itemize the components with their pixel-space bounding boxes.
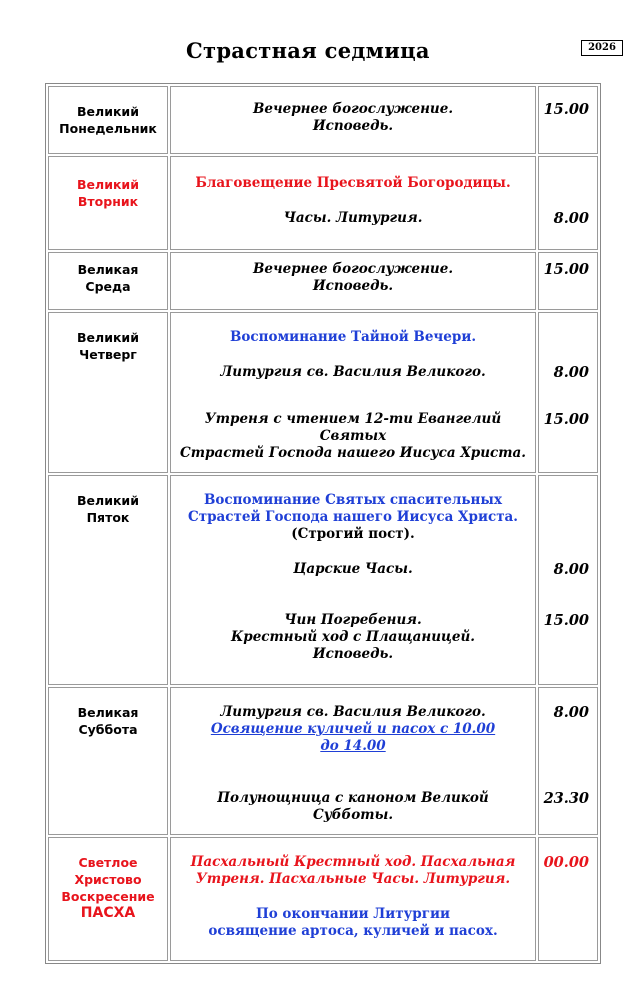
service-line: Вечернее богослужение.: [252, 101, 454, 117]
service-cell: [170, 475, 536, 685]
service-line: Часы. Литургия.: [283, 210, 423, 226]
time-cell: [538, 252, 598, 310]
time-cell: [538, 687, 598, 835]
service-cell: [170, 837, 536, 961]
service-time: 8.00: [553, 704, 589, 721]
service-line: Исповедь.: [312, 118, 394, 134]
service-line: Исповедь.: [312, 646, 394, 662]
day-line: Великий: [77, 177, 139, 192]
time-cell: [538, 312, 598, 473]
day-line: Светлое: [78, 855, 138, 870]
service-line: Вечернее богослужение.: [252, 261, 454, 277]
day-line: Четверг: [79, 347, 137, 362]
schedule-table: [45, 83, 601, 964]
day-line: Понедельник: [59, 121, 157, 136]
day-cell: [48, 312, 168, 473]
day-cell: [48, 687, 168, 835]
service-line: Исповедь.: [312, 278, 394, 294]
time-cell: [538, 86, 598, 154]
day-line: Воскресение: [61, 889, 155, 904]
footer-note: освящение артоса, куличей и пасох.: [208, 923, 498, 939]
feast-title: Страстей Господа нашего Иисуса Христа.: [187, 509, 519, 525]
day-line: Христово: [74, 872, 142, 887]
service-cell: [170, 687, 536, 835]
day-cell: [48, 252, 168, 310]
service-line: Литургия св. Василия Великого.: [220, 704, 486, 720]
service-line: Царские Часы.: [293, 561, 413, 577]
service-time: 8.00: [553, 210, 589, 227]
service-line: Полунощница с каноном Великой Субботы.: [217, 790, 489, 823]
service-line: Страстей Господа нашего Иисуса Христа.: [180, 445, 526, 461]
service-line: Пасхальный Крестный ход. Пасхальная: [190, 854, 516, 870]
feast-title: Воспоминание Святых спасительных: [204, 492, 502, 508]
service-time: 15.00: [543, 261, 589, 278]
time-cell: [538, 837, 598, 961]
table-row: [48, 475, 598, 685]
day-line: Среда: [85, 279, 131, 294]
service-line: Утреня с чтением 12-ти Евангелий Святых: [204, 411, 502, 444]
day-line: Вторник: [77, 194, 139, 209]
service-cell: [170, 312, 536, 473]
table-row: [48, 312, 598, 473]
service-cell: [170, 252, 536, 310]
table-row: [48, 156, 598, 250]
service-time: 15.00: [543, 411, 589, 428]
blessing-link[interactable]: Освящение куличей и пасох с 10.00: [210, 721, 496, 737]
service-time: 00.00: [543, 854, 589, 871]
fast-note: (Строгий пост).: [291, 526, 415, 542]
day-line: Суббота: [78, 722, 138, 737]
table-row: [48, 86, 598, 154]
table-row: [48, 837, 598, 961]
time-cell: [538, 156, 598, 250]
time-cell: [538, 475, 598, 685]
footer-note: По окончании Литургии: [255, 906, 451, 922]
service-time: 8.00: [553, 364, 589, 381]
day-line: Великий: [77, 330, 139, 345]
service-time: 15.00: [543, 612, 589, 629]
service-time: 23.30: [543, 790, 589, 807]
service-cell: [170, 86, 536, 154]
day-line: Великая: [77, 262, 139, 277]
day-line: Великая: [77, 705, 139, 720]
blessing-link[interactable]: до 14.00: [320, 738, 386, 754]
service-cell: [170, 156, 536, 250]
day-cell: [48, 837, 168, 961]
service-time: 8.00: [553, 561, 589, 578]
service-line: Чин Погребения.: [284, 612, 422, 628]
table-row: [48, 687, 598, 835]
service-line: Литургия св. Василия Великого.: [220, 364, 486, 380]
day-line: ПАСХА: [80, 905, 136, 921]
year-label: 2026: [581, 40, 623, 56]
service-line: Утреня. Пасхальные Часы. Литургия.: [195, 871, 511, 887]
page-title: Страстная седмица: [186, 38, 430, 63]
day-cell: [48, 475, 168, 685]
day-line: Великий: [77, 493, 139, 508]
day-cell: [48, 86, 168, 154]
table-row: [48, 252, 598, 310]
service-line: Крестный ход с Плащаницей.: [230, 629, 475, 645]
day-line: Пяток: [86, 510, 130, 525]
day-cell: [48, 156, 168, 250]
service-time: 15.00: [543, 101, 589, 118]
feast-title: Воспоминание Тайной Вечери.: [229, 329, 477, 345]
feast-title: Благовещение Пресвятой Богородицы.: [195, 175, 511, 191]
day-line: Великий: [77, 104, 139, 119]
